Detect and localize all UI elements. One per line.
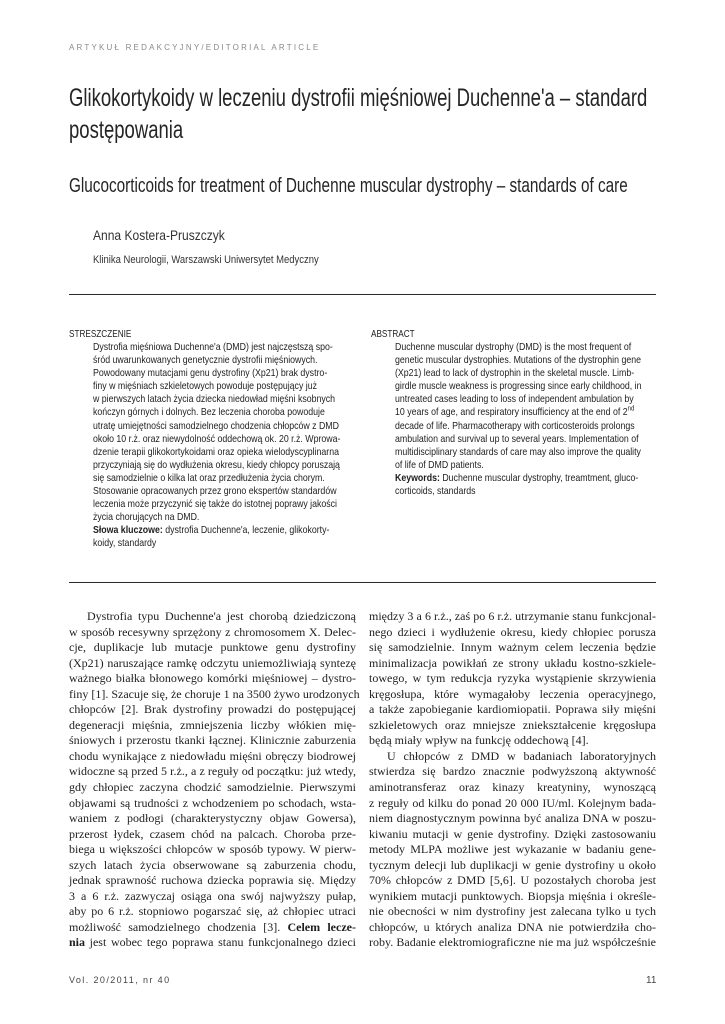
keywords-english — [395, 472, 641, 485]
body-line: kiwaniu mutacji w genie dystrofiny. Dzięki zastosowaniu — [369, 826, 656, 841]
abstract-line: kończyn górnych i dolnych. Bez leczenia choroba powoduje — [93, 407, 325, 419]
abstract-line: życia chorujących na DMD. — [93, 512, 200, 524]
abstract-english — [395, 341, 641, 498]
abstract-line: decade of life. Pharmacotherapy with corticosteroids prolongs — [395, 420, 635, 432]
keywords-polish — [93, 524, 340, 537]
body-line: nego dzieci i wydłużenie okresu, kiedy chłopiec porusza — [369, 624, 656, 639]
abstract-line: się samodzielnie o kilka lat oraz przedłużenia życia chorym. — [93, 472, 325, 484]
body-line: nie obecności w nim dystrofiny jest zalecana tylko u tych — [369, 904, 656, 919]
body-line: tycznym delecji lub duplikacji w genie dystrofiny u około — [369, 857, 656, 872]
ordinal-suffix: nd — [627, 406, 635, 413]
body-line: w sposób recesywny sprzężony z chromosomem X. Delec- — [69, 624, 356, 639]
body-line: wynikiem mutacji punktowych. Biopsja mięśnia i określe- — [369, 888, 656, 903]
body-line: (Xp21) naruszające ramkę odczytu uniemożliwiają syntezę — [69, 655, 356, 670]
divider-top — [69, 294, 656, 295]
body-line: chłopców [2]. Brak dystrofiny prowadzi do postępującej — [69, 702, 356, 717]
abstract-english-heading: ABSTRACT — [371, 328, 415, 340]
abstract-line: multidisciplinary standards of care may also improve the quality — [395, 446, 641, 458]
abstract-line: Stosowanie opracowanych przez grono ekspertów standardów — [93, 486, 337, 498]
section-label: ARTYKUŁ REDAKCYJNY/EDITORIAL ARTICLE — [69, 43, 321, 52]
page-number: 11 — [646, 975, 657, 986]
body-line: 3 a 6 r.ż. zazwyczaj osiąga ona swój najwyższy pułap, — [69, 888, 356, 903]
body-line: niem diagnostycznym powinna być analiza DNA w poszu- — [369, 811, 656, 826]
abstract-line-text: 10 years of age, and respiratory insufficiency at the end of 2 — [395, 407, 628, 419]
abstract-polish — [93, 341, 340, 551]
keywords-label: Keywords: — [395, 472, 440, 484]
body-line: będą miały wpływ na funkcję oddechową [4]. — [369, 733, 589, 748]
keywords-text: Duchenne muscular dystrophy, treamtment, gluco- — [439, 472, 639, 484]
abstract-line: of life of DMD patients. — [395, 459, 484, 471]
body-bold-text: nia — [69, 935, 86, 950]
abstract-line: genetic muscular dystrophies. Mutations of the dystrophin gene — [395, 355, 641, 367]
body-line: roby. Badanie elektromiograficzne nie ma już współcześnie — [369, 935, 656, 950]
abstract-line: przyczyniają się do wydłużenia okresu, kiedy chłopcy poruszają — [93, 459, 340, 471]
body-line: Dystrofia typu Duchenne'a jest chorobą dziedziczoną — [87, 609, 356, 623]
title-english: Glucocorticoids for treatment of Duchenne muscular dystrophy – standards of care — [69, 175, 628, 197]
title-polish-line-1: Glikokortykoidy w leczeniu dystrofii mięśniowej Duchenne'a – standard — [69, 84, 648, 112]
body-line: stwierdza się bardzo znacznie podwyższoną aktywność — [369, 764, 656, 779]
abstract-line: ambulation and survival up to several years. Implementation of — [395, 433, 639, 445]
body-line: aminotransferaz oraz kinazy kreatyniny, wynoszącą — [369, 780, 656, 795]
abstract-line: dzenie terapii glikokortykoidami oraz opieka wielodyscyplinarna — [93, 446, 339, 458]
abstract-line: Dystrofia mięśniowa Duchenne'a (DMD) jest najczęstszą spo- — [93, 342, 333, 353]
abstract-line: (Xp21) lead to lack of dystrophin in the skeletal muscle. Limb- — [395, 368, 635, 380]
abstract-line: śród uwarunkowanych genetycznie dystrofii mięśniowych. — [93, 355, 318, 367]
body-line: jednak sprawność ruchowa dziecka poprawia się. Między — [69, 873, 356, 888]
abstract-line: untreated cases leading to loss of independent ambulation by — [395, 394, 634, 406]
abstract-line: Duchenne muscular dystrophy (DMD) is the most frequent of — [395, 342, 632, 353]
body-line: gdy chłopiec zaczyna chodzić samodzielnie. Pierwszymi — [69, 780, 356, 795]
abstract-line: w pierwszych latach życia dziecka niedowład mięśni ksobnych — [93, 394, 336, 406]
author-name: Anna Kostera-Pruszczyk — [93, 227, 225, 243]
body-line: chłopców, u których analiza DNA nie potwierdziła cho- — [369, 919, 656, 934]
body-line: aby po 6 r.ż. stopniowo pogarszać się, aż chłopiec utraci — [69, 904, 356, 919]
body-line: śniowych i przerostu tkanki łącznej. Klinicznie zaburzenia — [69, 733, 356, 748]
body-line: a także zapobieganie kardiomiopatii. Poprawa siły mięśni — [369, 702, 656, 717]
body-line: 70% chłopców z DMD [5,6]. U pozostałych choroba jest — [369, 873, 656, 888]
body-line: między 3 a 6 r.ż., zaś po 6 r.ż. utrzymanie stanu funkcjonal- — [369, 609, 656, 623]
body-line — [69, 935, 356, 951]
body-line: biega u większości chłopców w sposób typowy. W pierw- — [69, 842, 356, 857]
body-line — [69, 920, 356, 936]
divider-middle — [69, 582, 656, 583]
footer-journal-info: Vol. 20/2011, nr 40 — [69, 975, 171, 985]
body-line: cje, duplikacje lub mutacje punktowe genu dystrofiny — [69, 640, 356, 655]
abstract-line: leczenia może przyczynić się także do istotnej poprawy jakości — [93, 499, 338, 511]
title-polish-line-2: postępowania — [69, 116, 184, 144]
body-line: minimalizacja powikłań ze strony układu kostno-szkiele- — [369, 655, 656, 670]
keywords-english-cont: corticoids, standards — [395, 486, 476, 498]
abstract-line: Powodowany mutacjami genu dystrofiny (Xp21) brak dystro- — [93, 368, 328, 380]
abstract-line: girdle muscle weakness is progressing since early childhood, in — [395, 381, 642, 393]
body-line: szych latach życia obserwowane są zaburzenia chodu, — [69, 857, 356, 872]
body-line: metody MLPA możliwe jest wykazanie w badaniu gene- — [369, 842, 656, 857]
body-line: widoczne są przed 5 r.ż., a z reguły od początku: już wtedy, — [69, 764, 356, 779]
body-column-left — [69, 609, 360, 951]
body-line: ważnego białka błonowego komórki mięśniowej – dystro- — [69, 671, 356, 686]
abstract-line: finy w mięśniach szkieletowych powoduje postępujący już — [93, 381, 318, 393]
abstract-line: utratę umiejętności samodzielnego chodzenia chłopców z DMD — [93, 420, 339, 432]
body-text: możliwość samodzielnego chodzenia [3]. — [69, 919, 288, 934]
abstract-line — [395, 406, 641, 419]
body-line: U chłopców z DMD w badaniach laboratoryjnych — [387, 748, 656, 763]
body-line: towego, w tym redukcja ryzyka wystąpienie skrzywienia — [369, 671, 656, 686]
body-line: degeneracji mięśnia, zmniejszenia liczby włókien mię- — [69, 717, 356, 732]
abstract-line: około 10 r.ż. oraz niewydolność oddechową ok. 20 r.ż. Wprowa- — [93, 433, 341, 445]
body-line: finy [1]. Szacuje się, że choruje 1 na 3500 żywo urodzonych — [69, 686, 360, 701]
body-column-right — [369, 609, 656, 951]
abstract-polish-heading: STRESZCZENIE — [69, 328, 132, 340]
body-line: chodu wynikające z niedowładu mięśni obręczy biodrowej — [69, 748, 356, 763]
keywords-polish-cont: koidy, standardy — [93, 538, 157, 550]
body-line: kręgosłupa, które wymagałoby leczenia operacyjnego, — [369, 686, 656, 701]
body-line: objawami są trudności z wchodzeniem po schodach, wsta- — [69, 795, 356, 810]
body-line: waniem z podłogi (charakterystyczny objaw Gowersa), — [69, 811, 356, 826]
keywords-label: Słowa kluczowe: — [93, 525, 163, 537]
author-affiliation: Klinika Neurologii, Warszawski Uniwersytet Medyczny — [93, 254, 319, 266]
keywords-text: dystrofia Duchenne'a, leczenie, glikokorty- — [162, 525, 330, 537]
body-text: jest wobec tego poprawa stanu funkcjonalnego dzieci — [85, 935, 356, 950]
body-line: się samodzielnie. Innym ważnym celem leczenia będzie — [369, 640, 656, 655]
body-line: szkieletowych oraz mniejsze zniekształcenie kręgosłupa — [369, 717, 656, 732]
body-bold-text: Celem lecze- — [287, 919, 356, 934]
body-line: przerost łydek, czasem chód na palcach. Choroba prze- — [69, 826, 356, 841]
body-line: z reguły od kilku do ponad 20 000 IU/ml. Kolejnym bada- — [369, 795, 656, 810]
